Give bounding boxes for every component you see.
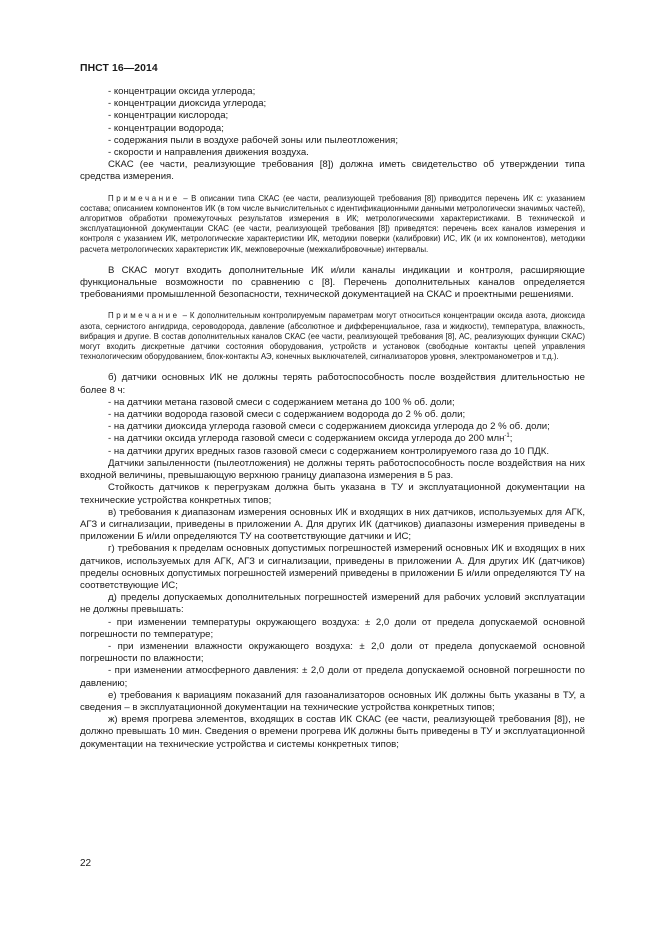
list-item: - при изменении температуры окружающего воздуха: ± 2,0 доли от предела допускаемой основной погрешности по температуре; <box>80 616 585 640</box>
list-item: - на датчики водорода газовой смеси с содержанием водорода до 2 % об. доли; <box>108 409 466 421</box>
note-text: – В описании типа СКАС (ее части, реализующей требования [8]) приводится перечень ИК с: указанием состава; описанием компонентов ИК (в том числе вычислительных с идентификационными данными метрологически значимых частей), алгоритмов обработки промежуточных результатов измерения в ИК; метрологическими характеристиками. В технической и эксплуатационной документации СКАС (ее части, реализующей требования [8]) приведятся: перечень всех каналов измерения и контроля с указанием ИК, метрологические характеристики ИК, методики поверки (калибровки) ИС, ИК (и их компонентов), методики расчета метрологических характеристик ИК, межповерочные (межкалибровочные) интервалы. <box>80 193 585 254</box>
list-item: - скорости и направления движения воздуха. <box>108 147 309 159</box>
list-item-co <box>80 433 585 445</box>
list-item: - на датчики метана газовой смеси с содержанием метана до 100 % об. доли; <box>108 396 455 408</box>
list-item: - при изменении влажности окружающего воздуха: ± 2,0 доли от предела допускаемой основной погрешности по влажности; <box>80 640 585 665</box>
list-item-co-text: - на датчики оксида углерода газовой смеси с содержанием оксида углерода до 200 млн <box>108 433 505 445</box>
paragraph-overload: Стойкость датчиков к перегрузкам должна быть указана в ТУ и эксплуатационной документации на технические устройства конкретных типов; <box>80 482 585 506</box>
list-item: - на датчики диоксида углерода газовой смеси с содержанием диоксида углерода до 2 % об. доли; <box>108 421 550 433</box>
note-label: Примечание <box>108 311 180 321</box>
list-item: - концентрации диоксида углерода; <box>108 98 267 110</box>
list-item-co-tail: ; <box>509 433 513 445</box>
list-item: - при изменении атмосферного давления: ± 2,0 доли от предела допускаемой основной погрешности по давлению; <box>80 665 585 689</box>
paragraph-g: г) требования к пределам основных допустимых погрешностей измерений основных ИК и входящих в них датчиков, используемых для АГК, АГЗ и сигнализации, приведены в приложении А. Для других ИК (датчиков) пределы основных допустимых погрешностей измерений приведены в приложении Б и/или определяются ТУ на соответствующие ИС; <box>80 543 585 591</box>
note-1 <box>80 194 585 255</box>
paragraph-v: в) требования к диапазонам измерения основных ИК и входящих в них датчиков, используемых для АГК, АГЗ и сигнализации, приведены в приложении А. Для других ИК (датчиков) диапазоны измерения приведены в приложении Б и/или определяются ТУ на соответствующие датчики и ИС; <box>80 506 585 543</box>
document-id-header: ПНСТ 16—2014 <box>80 63 158 74</box>
paragraph-e: е) требования к вариациям показаний для газоанализаторов основных ИК должны быть указаны в ТУ, а сведения – в эксплуатационной документации на технические устройства конкретных типов; <box>80 689 585 713</box>
page-body <box>80 86 585 751</box>
paragraph-dust-sensors: Датчики запыленности (пылеотложения) не должны терять работоспособность после воздействия на них входной величины, превышающую верхнюю границу диапазона измерения в 5 раз. <box>80 457 585 482</box>
list-item: - на датчики других вредных газов газовой смеси с содержанием контролируемого газа до 10 ПДК. <box>108 445 550 457</box>
paragraph-b: б) датчики основных ИК не должны терять работоспособность после воздействия длительностью не более 8 ч: <box>80 372 585 396</box>
paragraph-additional-channels: В СКАС могут входить дополнительные ИК и/или каналы индикации и контроля, расширяющие функциональные возможности по сравнению с [8]. Перечень дополнительных каналов определяется требованиями промышленной безопасности, технической документацией на СКАС и проектными решениями. <box>80 264 585 301</box>
paragraph-d: д) пределы допускаемых дополнительных погрешностей измерений для рабочих условий эксплуатации не должны превышать: <box>80 592 585 616</box>
list-item: - содержания пыли в воздухе рабочей зоны или пылеотложения; <box>108 134 399 146</box>
note-2 <box>80 311 585 362</box>
list-item-co-unit-exponent: -1 <box>504 433 510 440</box>
list-item: - концентрации кислорода; <box>108 110 229 122</box>
list-item: - концентрации оксида углерода; <box>108 86 256 97</box>
paragraph-zh: ж) время прогрева элементов, входящих в состав ИК СКАС (ее части, реализующей требования [8]), не должно превышать 10 мин. Сведения о времени прогрева ИК должны быть приведены в ТУ и эксплуатационной документации на технические устройства и системы конкретных типов; <box>80 714 585 750</box>
note-text: – К дополнительным контролируемым параметрам могут относиться концентрации оксида азота, диоксида азота, сернистого ангидрида, сероводорода, давление (абсолютное и дифференциальное, газа и жидкости), температура, влажность, вибрация и другие. В состав дополнительных каналов СКАС (ее части, реализующей требования [8], АС, реализующих функции СКАС) могут входить дискретные датчики состояния оборудования, устройств и установок (свободные контакты цепей управления технологическим оборудованием, блок-контакты АЭ, конечных выключателей, сигнализаторов уровня, электроманометров и т.д.). <box>80 311 585 362</box>
note-label: Примечание <box>108 193 180 203</box>
page-number: 22 <box>80 858 92 869</box>
list-item: - концентрации водорода; <box>108 122 224 134</box>
paragraph-skas-certificate: СКАС (ее части, реализующие требования [8]) должна иметь свидетельство об утверждении типа средства измерения. <box>80 159 585 183</box>
